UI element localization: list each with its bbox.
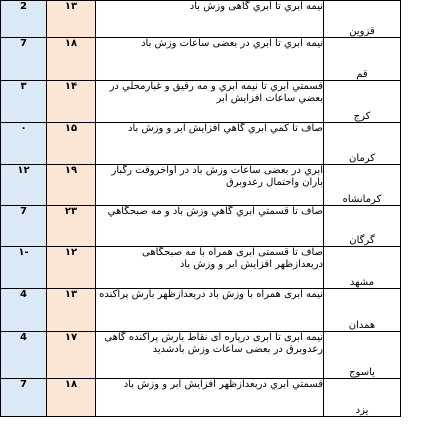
city-name: قزوین <box>324 1 401 38</box>
city-name: کرج <box>324 81 401 123</box>
min-temperature: 7 <box>1 379 47 417</box>
min-temperature: 7 <box>1 206 47 247</box>
max-temperature: ۱۳ <box>47 1 96 38</box>
weather-description: نیمه ابري تا ابري در بعضی ساعات وزش باد <box>96 38 324 81</box>
min-temperature: 4 <box>1 289 47 332</box>
min-temperature: 2 <box>1 1 47 38</box>
max-temperature: ۱۸ <box>47 38 96 81</box>
table-row <box>1 165 401 206</box>
min-temperature: ۱۲ <box>1 165 47 206</box>
max-temperature: ۱۸ <box>47 379 96 417</box>
min-temperature: -۱ <box>1 247 47 289</box>
table-row <box>1 247 401 289</box>
city-name: یزد <box>324 379 401 417</box>
max-temperature: ۱۲ <box>47 247 96 289</box>
max-temperature: ۱۹ <box>47 165 96 206</box>
table-row <box>1 206 401 247</box>
min-temperature: 7 <box>1 38 47 81</box>
city-name: گرگان <box>324 206 401 247</box>
table-row <box>1 81 401 123</box>
table-row <box>1 379 401 417</box>
city-name: مشهد <box>324 247 401 289</box>
city-name: کرمانشاه <box>324 165 401 206</box>
weather-description: نیمه ابری تا ابری درپاره ای نقاط بارش پراکنده گاهی رعدوبرق در بعضی ساعات وزش بادشدید <box>96 332 324 379</box>
city-name: همدان <box>324 289 401 332</box>
min-temperature: ۰ <box>1 123 47 165</box>
table-row <box>1 332 401 379</box>
city-name: یاسوج <box>324 332 401 379</box>
city-name: کرمان <box>324 123 401 165</box>
weather-description: قسمتي ابري دربعدازظهر افزايش ابر و وزش باد <box>96 379 324 417</box>
weather-description: صاف تا قسمتي ابري گاهي وزش باد و مه صبحگاهي <box>96 206 324 247</box>
max-temperature: ۱۴ <box>47 81 96 123</box>
city-name: قم <box>324 38 401 81</box>
table-row <box>1 1 401 38</box>
table-row <box>1 38 401 81</box>
weather-description: نیمه ابری همراه با وزش باد دربعدازظهر بارش پراکنده <box>96 289 324 332</box>
weather-description: صاف تا قسمتی ابری همراه با مه صبحگاهی دربعدازظهر افزایش ابر و وزش باد <box>96 247 324 289</box>
weather-description: ابري در بعضی ساعات وزش باد در اواخروقت رگبار باران واحتمال رعدوبرق <box>96 165 324 206</box>
weather-description: قسمتي ابري تا نيمه ابري و مه رقيق و غبارمحلي در بعضي ساعات افزايش ابر <box>96 81 324 123</box>
table-row <box>1 123 401 165</box>
max-temperature: ۱۳ <box>47 289 96 332</box>
max-temperature: ۱۵ <box>47 123 96 165</box>
max-temperature: ۲۳ <box>47 206 96 247</box>
min-temperature: ۳ <box>1 81 47 123</box>
weather-description: صاف تا کمي ابري گاهي افزايش ابر و وزش باد <box>96 123 324 165</box>
weather-description: نیمه ابري تا ابري گاهی وزش باد <box>96 1 324 38</box>
max-temperature: ۱۷ <box>47 332 96 379</box>
min-temperature: 4 <box>1 332 47 379</box>
table-row <box>1 289 401 332</box>
